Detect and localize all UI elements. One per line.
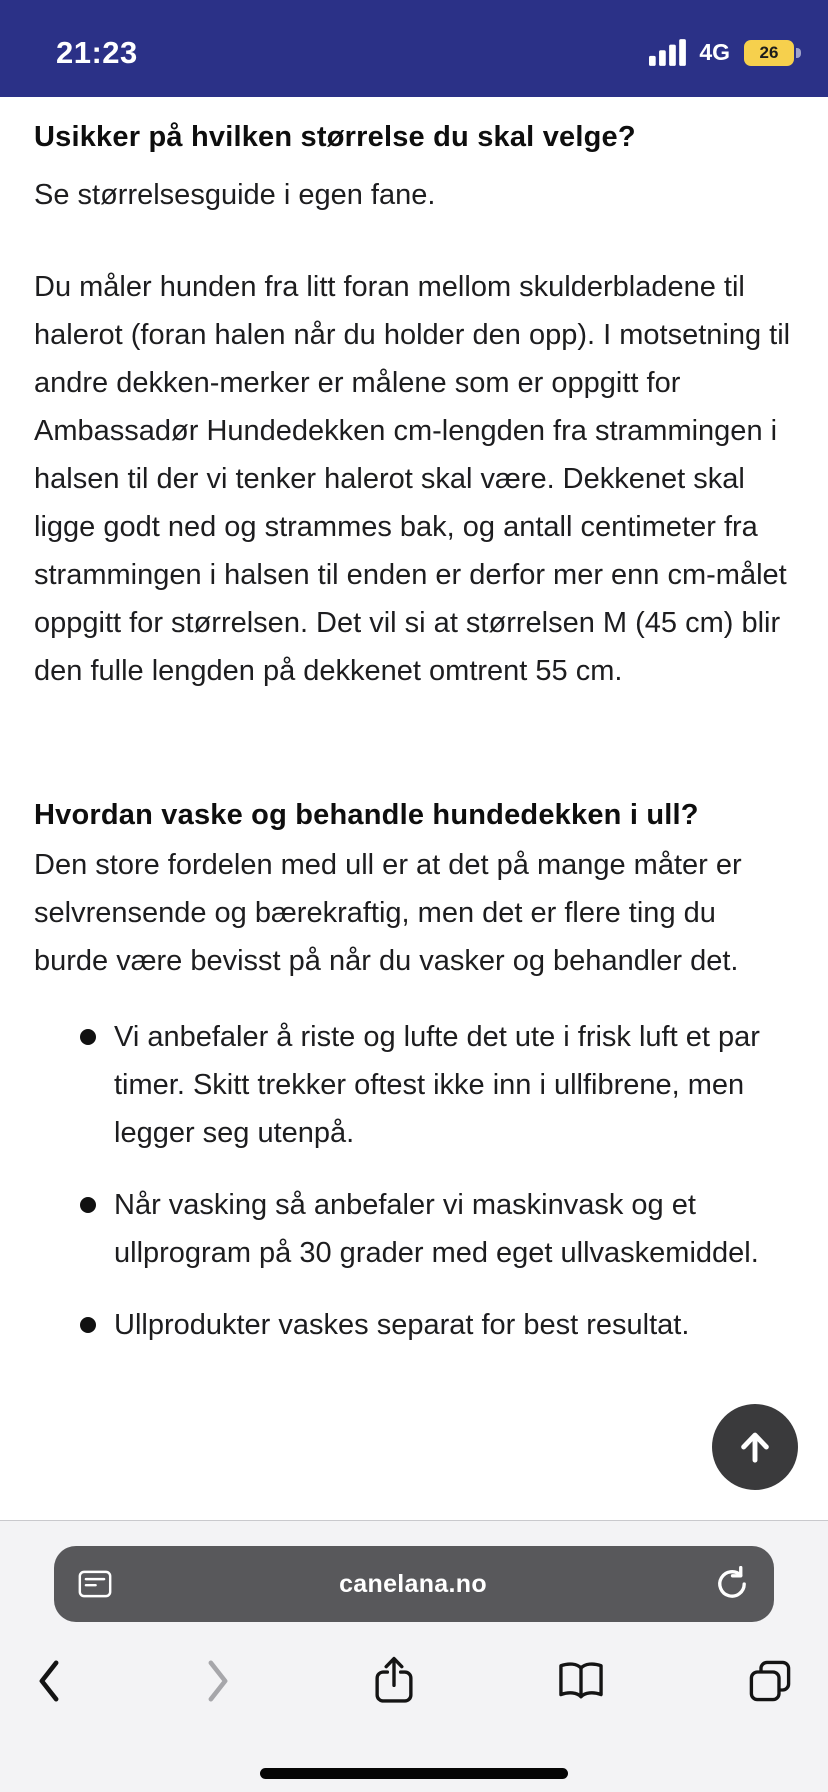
status-time: 21:23 — [56, 34, 138, 70]
list-item-text: Ullprodukter vaskes separat for best resultat. — [114, 1309, 690, 1341]
url-text: canelana.no — [339, 1569, 487, 1598]
back-button[interactable] — [34, 1659, 64, 1703]
toolbar-nav-row — [0, 1654, 828, 1707]
list-item — [34, 1013, 794, 1157]
url-bar[interactable] — [54, 1546, 774, 1622]
reader-icon[interactable] — [78, 1569, 112, 1599]
tabs-icon — [746, 1657, 794, 1705]
battery-icon — [744, 40, 794, 66]
tabs-button[interactable] — [746, 1657, 794, 1705]
para-wool-benefits: Den store fordelen med ull er at det på mange måter er selvrensende og bærekraftig, men det er flere ting du burde være bevisst på når du vasker og behandler det. — [34, 849, 742, 977]
chevron-left-icon — [34, 1659, 64, 1703]
share-icon — [372, 1654, 416, 1707]
chevron-right-icon — [203, 1659, 233, 1703]
washing-tips-list — [34, 1013, 794, 1349]
heading-washing: Hvordan vaske og behandle hundedekken i ull? — [34, 799, 699, 831]
battery-percent: 26 — [759, 42, 779, 62]
arrow-up-icon — [734, 1426, 776, 1468]
scroll-to-top-button[interactable] — [712, 1404, 798, 1490]
bookmarks-button[interactable] — [555, 1659, 607, 1703]
list-item — [34, 1301, 794, 1349]
para-size-guide: Se størrelsesguide i egen fane. — [34, 179, 436, 211]
heading-size-question: Usikker på hvilken størrelse du skal velge? — [34, 121, 636, 153]
share-button[interactable] — [372, 1654, 416, 1707]
browser-toolbar — [0, 1520, 828, 1792]
network-label: 4G — [699, 39, 730, 65]
page-content — [0, 97, 828, 1520]
forward-button[interactable] — [203, 1659, 233, 1703]
status-bar — [0, 0, 828, 97]
para-measuring: Du måler hunden fra litt foran mellom skulderbladene til halerot (foran halen når du holder den opp). I motsetning til andre dekken-merker er målene som er oppgitt for Ambassadør Hundedekken cm-lengden fra strammingen i halsen til der vi tenker halerot skal være. Dekkenet skal ligge godt ned og strammes bak, og antall centimeter fra strammingen i halsen til enden er derfor mer enn cm-målet oppgitt for størrelsen. Det vil si at størrelsen M (45 cm) blir den fulle lengden på dekkenet omtrent 55 cm. — [34, 271, 791, 687]
list-item-text: Når vasking så anbefaler vi maskinvask og et ullprogram på 30 grader med eget ullvaskemiddel. — [114, 1189, 759, 1269]
list-item-text: Vi anbefaler å riste og lufte det ute i frisk luft et par timer. Skitt trekker oftest ikke inn i ullfibrene, men legger seg utenpå. — [114, 1021, 760, 1149]
list-item — [34, 1181, 794, 1277]
status-right-cluster — [649, 39, 802, 66]
open-book-icon — [555, 1659, 607, 1703]
reload-icon[interactable] — [714, 1566, 750, 1602]
signal-icon — [649, 39, 687, 66]
home-indicator[interactable] — [260, 1768, 568, 1779]
